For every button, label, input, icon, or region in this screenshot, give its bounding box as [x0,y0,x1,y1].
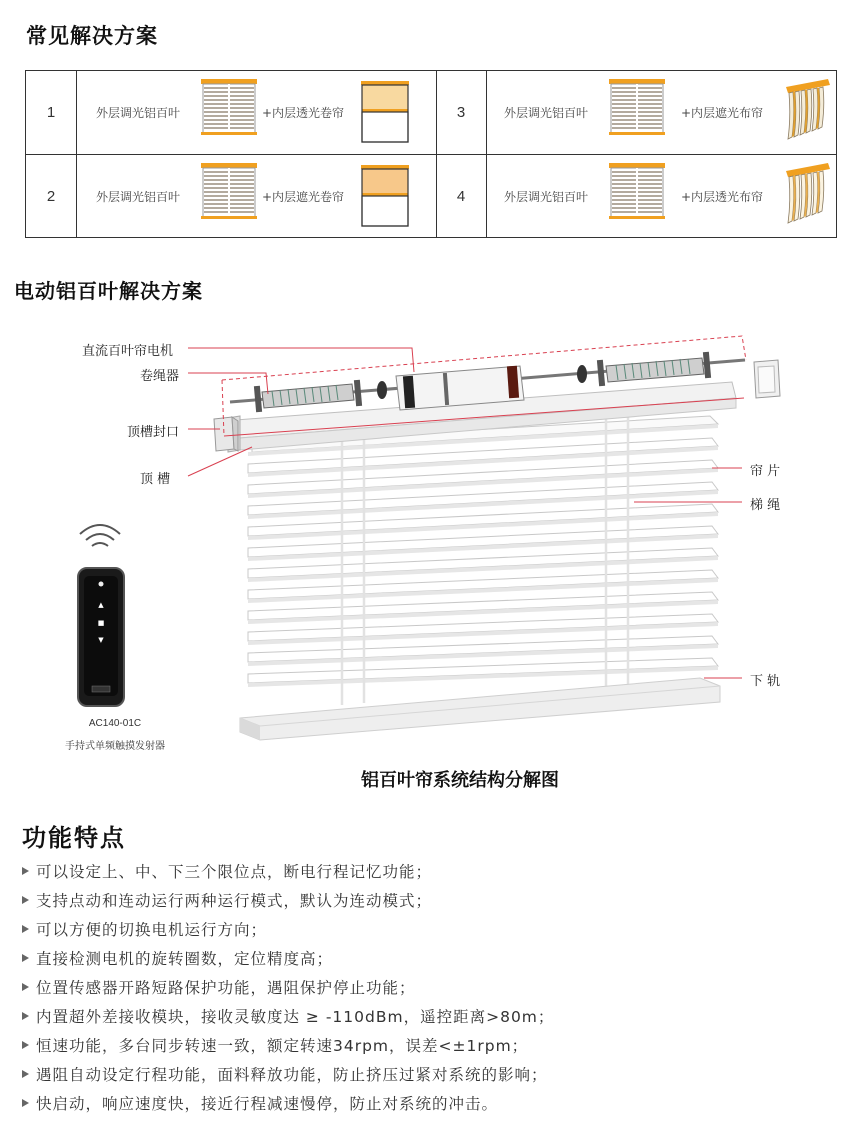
triangle-bullet-icon [22,896,29,904]
inner-label: +内层透光卷帘 [262,106,345,120]
triangle-bullet-icon [22,983,29,991]
remote-description: 手持式单频触摸发射器 [65,741,165,752]
bottom-rail [240,678,720,740]
venetian-blind-icon [609,163,665,223]
table-row [26,154,836,237]
roller-blind-icon [361,165,409,231]
fabric-curtain-icon [782,161,832,231]
table-row [26,71,836,154]
list-item: 内置超外差接收模块，接收灵敏度达 ≥ -110dBm，遥控距离>80m； [18,1001,554,1030]
list-item: 位置传感器开路短路保护功能，遇阻保护停止功能； [18,972,554,1001]
list-item: 可以设定上、中、下三个限位点，断电行程记忆功能； [18,856,554,885]
triangle-bullet-icon [22,1041,29,1049]
label-ladder: 梯 绳 [750,498,781,513]
solutions-table [25,70,837,238]
list-item: 支持点动和连动运行两种运行模式，默认为连动模式； [18,885,554,914]
row-number: 1 [46,104,56,121]
triangle-bullet-icon [22,1099,29,1107]
row-number: 3 [456,104,466,121]
outer-label: 外层调光铝百叶 [96,189,181,204]
section-title-motor-solution: 电动铝百叶解决方案 [14,279,203,303]
roller-blind-icon [361,81,409,147]
list-item: 可以方便的切换电机运行方向； [18,914,554,943]
venetian-blind-icon [609,79,665,139]
diagram-caption: 铝百叶帘系统结构分解图 [361,770,559,791]
label-motor: 直流百叶帘电机 [82,344,174,359]
label-bottom-rail: 下 轨 [750,674,781,689]
list-item: 直接检测电机的旋转圈数，定位精度高； [18,943,554,972]
list-item: 恒速功能，多台同步转速一致，额定转速34rpm，误差<±1rpm； [18,1030,554,1059]
label-slat: 帘 片 [750,464,781,479]
inner-label: +内层遮光卷帘 [262,189,345,204]
inner-label: +内层透光布帘 [681,189,764,204]
outer-label: 外层调光铝百叶 [96,106,181,120]
outer-label: 外层调光铝百叶 [504,189,589,204]
outer-label: 外层调光铝百叶 [504,106,589,120]
row-number: 2 [46,187,56,205]
fabric-curtain-icon [782,77,832,147]
section-title-common-solutions: 常见解决方案 [26,24,158,48]
list-item: 快启动，响应速度快，接近行程减速慢停，防止对系统的冲击。 [18,1088,554,1117]
venetian-blind-icon [201,79,257,139]
svg-text:▲: ▲ [98,601,104,609]
triangle-bullet-icon [22,1012,29,1020]
label-cord-winder: 卷绳器 [140,369,180,384]
triangle-bullet-icon [22,1070,29,1078]
venetian-blind-icon [201,163,257,223]
feature-list [18,856,554,1117]
label-end-cap: 顶槽封口 [127,425,180,440]
triangle-bullet-icon [22,954,29,962]
label-head-rail: 顶 槽 [140,472,171,487]
triangle-bullet-icon [22,925,29,933]
remote-model: AC140-01C [88,718,142,729]
section-title-features: 功能特点 [22,824,126,852]
inner-label: +内层遮光布帘 [681,106,764,120]
list-item: 遇阻自动设定行程功能，面料释放功能，防止挤压过紧对系统的影响； [18,1059,554,1088]
row-number: 4 [456,187,466,205]
svg-text:▼: ▼ [98,636,104,644]
svg-text:■: ■ [97,619,105,627]
remote-control-icon [78,525,124,706]
blind-exploded-diagram [0,300,860,760]
triangle-bullet-icon [22,867,29,875]
